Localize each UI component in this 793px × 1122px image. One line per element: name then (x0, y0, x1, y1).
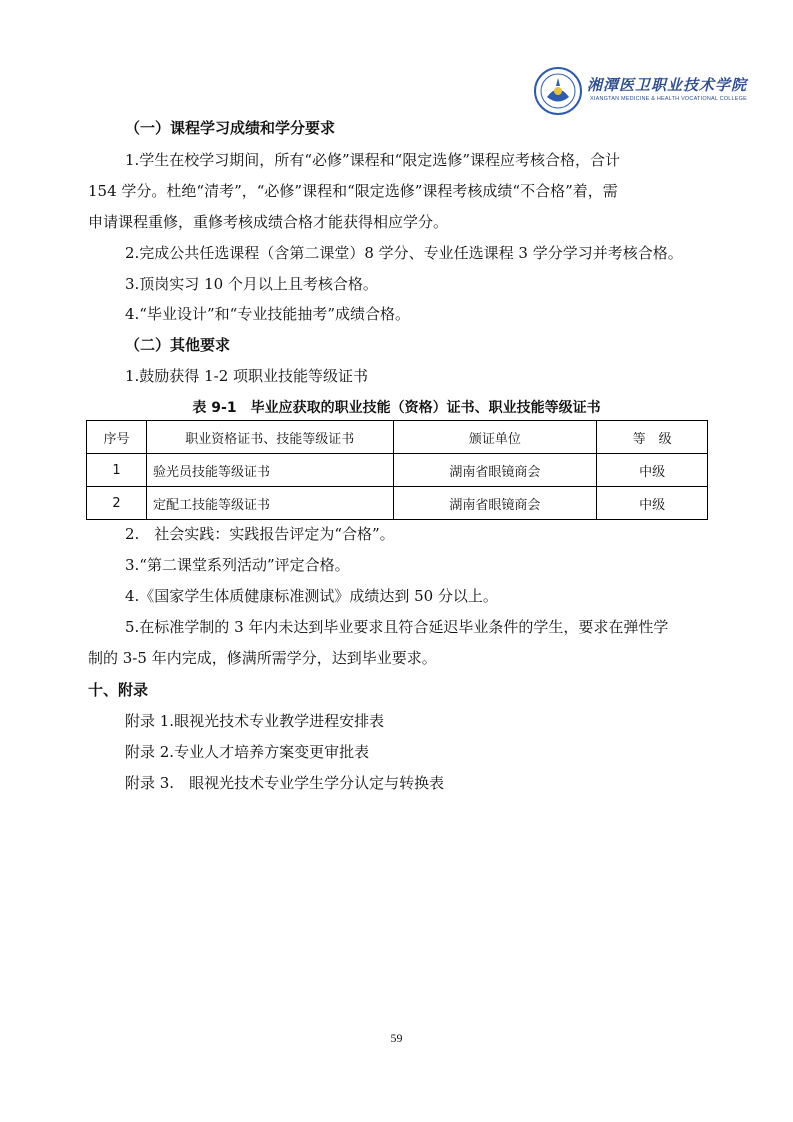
college-logo (533, 66, 583, 116)
section1-heading: （一）课程学习成绩和学分要求 (125, 119, 336, 137)
table-cell: 定配工技能等级证书 (146, 487, 393, 520)
other-p4: 4.《国家学生体质健康标准测试》成绩达到 50 分以上。 (125, 587, 498, 605)
college-name-en: XIANGTAN MEDICINE & HEALTH VOCATIONAL COLLEGE (590, 96, 748, 102)
section1-p3: 3.顶岗实习 10 个月以上且考核合格。 (125, 275, 378, 293)
section1-p1-line3: 申请课程重修，重修考核成绩合格才能获得相应学分。 (88, 213, 449, 231)
table-header-row (87, 421, 708, 454)
table-cell: 1 (87, 454, 147, 487)
table-row (87, 454, 708, 487)
section10-heading: 十、附录 (88, 681, 149, 699)
table-header-cell: 颁证单位 (393, 421, 597, 454)
section1-p1-line1: 1.学生在校学习期间，所有“必修”课程和“限定选修”课程应考核合格，合计 (125, 151, 620, 169)
table-cell: 验光员技能等级证书 (146, 454, 393, 487)
college-name: 湘潭医卫职业技术学院 (587, 76, 748, 94)
table-row (87, 487, 708, 520)
appendix-2: 附录 2.专业人才培养方案变更审批表 (125, 743, 370, 761)
other-p2: 2. 社会实践：实践报告评定为“合格”。 (125, 525, 395, 543)
table-header-cell: 职业资格证书、技能等级证书 (146, 421, 393, 454)
appendix-3: 附录 3. 眼视光技术专业学生学分认定与转换表 (125, 774, 445, 792)
certificate-table (86, 420, 708, 520)
appendix-1: 附录 1.眼视光技术专业教学进程安排表 (125, 712, 385, 730)
section1-p1-line2: 154 学分。杜绝“清考”，“必修”课程和“限定选修”课程考核成绩“不合格”着，需 (88, 182, 618, 200)
section1-p4: 4.“毕业设计”和“专业技能抽考”成绩合格。 (125, 305, 410, 323)
table-caption: 表 9-1 毕业应获取的职业技能（资格）证书、职业技能等级证书 (192, 400, 601, 416)
table-cell: 中级 (597, 487, 708, 520)
page-number: 59 (390, 1031, 403, 1045)
table-cell: 中级 (597, 454, 708, 487)
table-cell: 2 (87, 487, 147, 520)
table-header-cell: 等 级 (597, 421, 708, 454)
section2-heading: （二）其他要求 (125, 336, 231, 354)
other-p5-line2: 制的 3-5 年内完成，修满所需学分，达到毕业要求。 (88, 649, 437, 667)
other-p3: 3.“第二课堂系列活动”评定合格。 (125, 556, 350, 574)
section2-p1: 1.鼓励获得 1-2 项职业技能等级证书 (125, 367, 369, 385)
table-cell: 湖南省眼镜商会 (393, 454, 597, 487)
section1-p2: 2.完成公共任选课程（含第二课堂）8 学分、专业任选课程 3 学分学习并考核合格。 (125, 244, 683, 262)
table-header-cell: 序号 (87, 421, 147, 454)
other-p5-line1: 5.在标准学制的 3 年内未达到毕业要求且符合延迟毕业条件的学生，要求在弹性学 (125, 618, 669, 636)
table-cell: 湖南省眼镜商会 (393, 487, 597, 520)
